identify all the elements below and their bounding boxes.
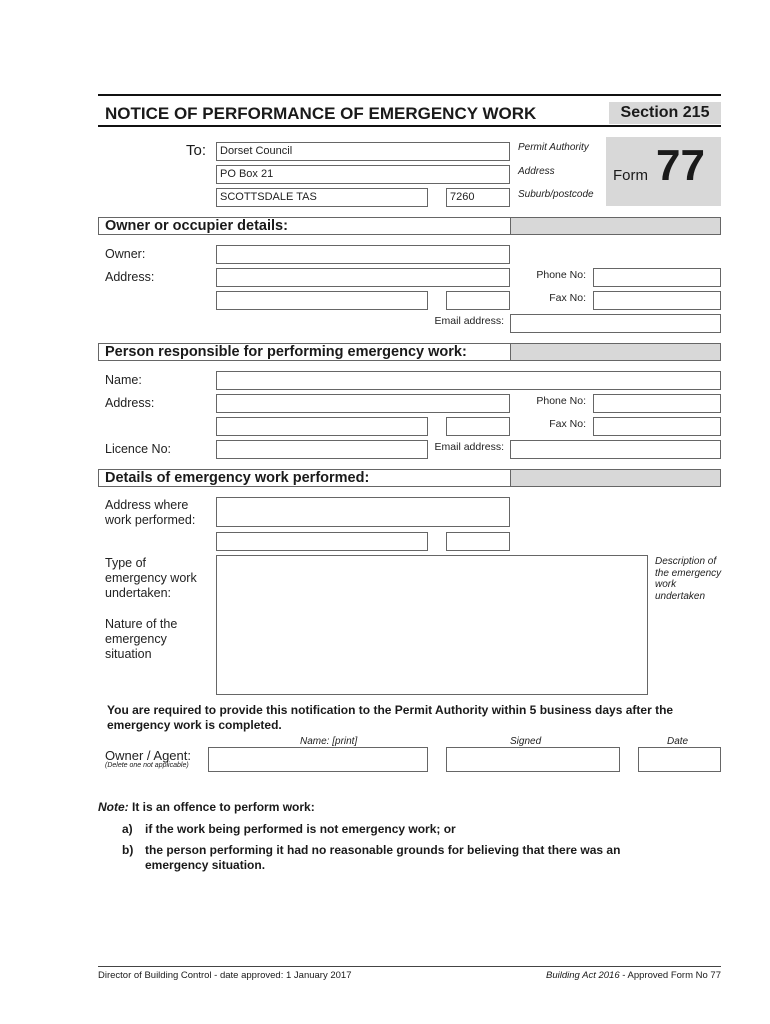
owner-postcode-field[interactable] (446, 291, 510, 310)
to-label: To: (186, 142, 207, 159)
work-address-field-1[interactable] (216, 497, 510, 527)
owner-email-label: Email address: (434, 315, 504, 327)
responsible-name-field[interactable] (216, 371, 721, 390)
responsible-section-shade (510, 344, 720, 360)
work-type-label-line1: Type of (105, 556, 146, 570)
footer-form-ref: - Approved Form No 77 (619, 970, 721, 981)
owner-email-field[interactable] (510, 314, 721, 333)
owner-label: Owner: (105, 247, 146, 261)
emergency-nature-label-line2: emergency (105, 632, 167, 646)
hint-address: Address (518, 166, 555, 177)
description-hint-line4: undertaken (655, 590, 706, 602)
responsible-address-field-1[interactable] (216, 394, 510, 413)
note-item-a: if the work being performed is not emergency work; or (145, 822, 456, 836)
note-text: It is an offence to perform work: (128, 800, 315, 814)
note-prefix: Note: (98, 800, 129, 814)
work-type-label-line2: emergency work (105, 571, 197, 585)
note-item-b-marker: b) (122, 843, 134, 857)
description-hint (655, 556, 721, 602)
description-hint-line2: the emergency (655, 567, 722, 579)
licence-field[interactable] (216, 440, 428, 459)
header-bottom-rule (98, 125, 721, 127)
signed-hint: Signed (510, 736, 542, 747)
responsible-name-label: Name: (105, 373, 142, 387)
footer-left: Director of Building Control - date approved: 1 January 2017 (98, 970, 352, 981)
authority-postcode-field[interactable]: 7260 (446, 188, 510, 207)
description-hint-line1: Description of (655, 556, 717, 567)
owner-address-field-2[interactable] (216, 291, 428, 310)
responsible-postcode-field[interactable] (446, 417, 510, 436)
work-description-textarea[interactable] (216, 555, 648, 695)
name-print-hint: Name: [print] (300, 736, 358, 747)
date-hint: Date (667, 736, 689, 747)
footer-rule (98, 966, 721, 967)
emergency-nature-label (105, 617, 177, 662)
notification-line1: You are required to provide this notification to the Permit Authority within 5 business days after the (107, 703, 674, 717)
responsible-address-label: Address: (105, 396, 155, 410)
emergency-nature-label-line1: Nature of the (105, 617, 178, 631)
details-section-heading (98, 469, 721, 487)
owner-section-shade (510, 218, 720, 234)
work-postcode-field[interactable] (446, 532, 510, 551)
authority-suburb-field[interactable]: SCOTTSDALE TAS (216, 188, 428, 207)
owner-section-title: Owner or occupier details: (99, 218, 512, 234)
responsible-section-title: Person responsible for performing emergency work: (99, 344, 512, 360)
hint-suburb-postcode: Suburb/postcode (518, 189, 594, 200)
notification-requirement (107, 703, 727, 732)
form-number-box (606, 137, 721, 206)
page-title: NOTICE OF PERFORMANCE OF EMERGENCY WORK (105, 104, 537, 123)
owner-section-heading (98, 217, 721, 235)
hint-permit-authority: Permit Authority (518, 142, 589, 153)
details-section-title: Details of emergency work performed: (99, 470, 512, 486)
note-item-b-line2: emergency situation. (145, 857, 266, 872)
signature-date-field[interactable] (638, 747, 721, 772)
responsible-fax-label: Fax No: (549, 418, 586, 430)
offence-note (98, 800, 315, 814)
responsible-fax-field[interactable] (593, 417, 721, 436)
footer-act-name: Building Act 2016 (546, 970, 620, 981)
signature-name-field[interactable] (208, 747, 428, 772)
licence-label: Licence No: (105, 442, 172, 456)
owner-address-field-1[interactable] (216, 268, 510, 287)
work-address-label-line2: work performed: (105, 513, 196, 527)
owner-agent-label: Owner / Agent: (105, 748, 191, 763)
work-type-label (105, 556, 197, 601)
responsible-phone-label: Phone No: (536, 395, 586, 407)
owner-fax-field[interactable] (593, 291, 721, 310)
note-item-b-line1: the person performing it had no reasonable grounds for believing that there was an (145, 843, 621, 857)
note-item-a-marker: a) (122, 822, 133, 836)
owner-field[interactable] (216, 245, 510, 264)
notification-line2: emergency work is completed. (107, 717, 282, 732)
owner-address-label: Address: (105, 270, 155, 284)
work-address-label (105, 498, 195, 528)
form-label: Form (613, 167, 648, 184)
form-number: 77 (656, 141, 705, 190)
responsible-section-heading (98, 343, 721, 361)
responsible-phone-field[interactable] (593, 394, 721, 413)
description-hint-line3: work (655, 579, 677, 590)
responsible-email-label: Email address: (434, 441, 504, 453)
footer-right (421, 970, 721, 981)
owner-phone-field[interactable] (593, 268, 721, 287)
note-item-b (145, 843, 620, 872)
owner-fax-label: Fax No: (549, 292, 586, 304)
authority-address-field[interactable]: PO Box 21 (216, 165, 510, 184)
work-type-label-line3: undertaken: (105, 586, 172, 600)
responsible-email-field[interactable] (510, 440, 721, 459)
responsible-address-field-2[interactable] (216, 417, 428, 436)
header-top-rule (98, 94, 721, 96)
emergency-nature-label-line3: situation (105, 647, 152, 661)
owner-phone-label: Phone No: (536, 269, 586, 281)
authority-name-field[interactable]: Dorset Council (216, 142, 510, 161)
work-address-field-2[interactable] (216, 532, 428, 551)
signature-signed-field[interactable] (446, 747, 620, 772)
section-label: Section 215 (620, 104, 710, 121)
work-address-label-line1: Address where (105, 498, 189, 512)
delete-hint: (Delete one not applicable) (105, 762, 189, 769)
details-section-shade (510, 470, 720, 486)
section-badge (609, 102, 721, 124)
